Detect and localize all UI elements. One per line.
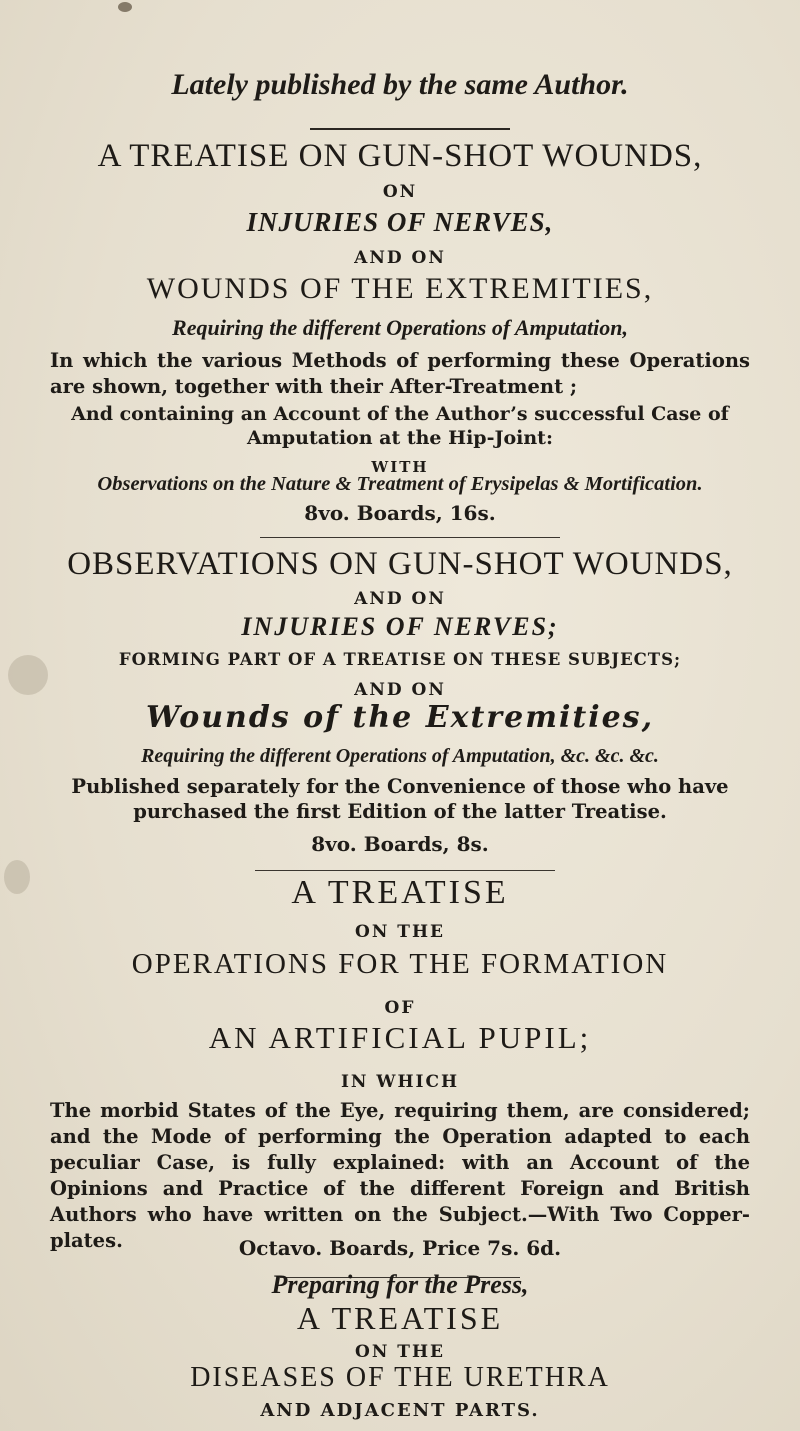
book1-paragraph1: In which the various Methods of performing these Operations are shown, together with their After-Treatment ; xyxy=(50,349,750,398)
book2-and-on-2: AND ON xyxy=(354,680,446,700)
book2-and-on: AND ON xyxy=(354,589,446,609)
book3-title: A TREATISE xyxy=(291,874,509,911)
book3-artificial-pupil: AN ARTIFICIAL PUPIL; xyxy=(208,1020,592,1055)
book2-injuries: INJURIES OF NERVES; xyxy=(241,612,559,641)
book3-operations: OPERATIONS FOR THE FORMATION xyxy=(131,948,669,980)
book3-price: Octavo. Boards, Price 7s. 6d. xyxy=(238,1236,562,1260)
book1-on: ON xyxy=(382,182,418,202)
book1-title: A TREATISE ON GUN-SHOT WOUNDS, xyxy=(97,138,703,174)
header-lately-published: Lately published by the same Author. xyxy=(171,68,629,101)
book3-paragraph: The morbid States of the Eye, requiring them, are considered; and the Mode of performing the Operation adapted to each peculiar Case, is fully explained: with an Account of the Opinions and Practice of the different Foreign and British Authors who have written on the Subject.—With Two Copper-plates. xyxy=(50,1099,750,1252)
book3-on-the: ON THE xyxy=(355,922,445,942)
book2-requiring: Requiring the different Operations of Amputation, &c. &c. &c. xyxy=(141,745,659,767)
book2-wounds-extremities: Wounds of the Extremities, xyxy=(145,700,655,735)
book4-on-the: ON THE xyxy=(355,1342,445,1362)
book2-title: OBSERVATIONS ON GUN-SHOT WOUNDS, xyxy=(67,546,733,582)
divider xyxy=(260,537,560,538)
paper-stain xyxy=(118,2,132,12)
book3-of: OF xyxy=(384,998,416,1018)
book4-diseases: DISEASES OF THE URETHRA xyxy=(190,1362,610,1393)
book1-observations: Observations on the Nature & Treatment of Erysipelas & Mortification. xyxy=(97,473,703,495)
book1-requiring: Requiring the different Operations of Amputation, xyxy=(172,315,628,340)
book1-paragraph2: And containing an Account of the Author’s successful Case of Amputation at the Hip-Joint: xyxy=(71,403,729,449)
book3-in-which: IN WHICH xyxy=(340,1072,460,1092)
book1-and-on: AND ON xyxy=(354,248,446,268)
book4-adjacent-parts: AND ADJACENT PARTS. xyxy=(260,1400,540,1421)
divider xyxy=(310,128,510,130)
book1-price: 8vo. Boards, 16s. xyxy=(304,501,496,525)
book1-with: WITH xyxy=(371,458,429,476)
book1-wounds-extremities: WOUNDS OF THE EXTREMITIES, xyxy=(146,272,654,305)
book2-published-separately: Published separately for the Convenience of those who have purchased the first Edition of the latter Treatise. xyxy=(71,775,729,823)
book4-title: A TREATISE xyxy=(296,1300,504,1336)
divider xyxy=(255,870,555,871)
book2-price: 8vo. Boards, 8s. xyxy=(311,832,489,856)
book1-injuries: INJURIES OF NERVES, xyxy=(246,207,554,237)
book4-preparing: Preparing for the Press, xyxy=(271,1270,529,1299)
book2-forming-part: FORMING PART OF A TREATISE ON THESE SUBJECTS; xyxy=(118,650,682,669)
